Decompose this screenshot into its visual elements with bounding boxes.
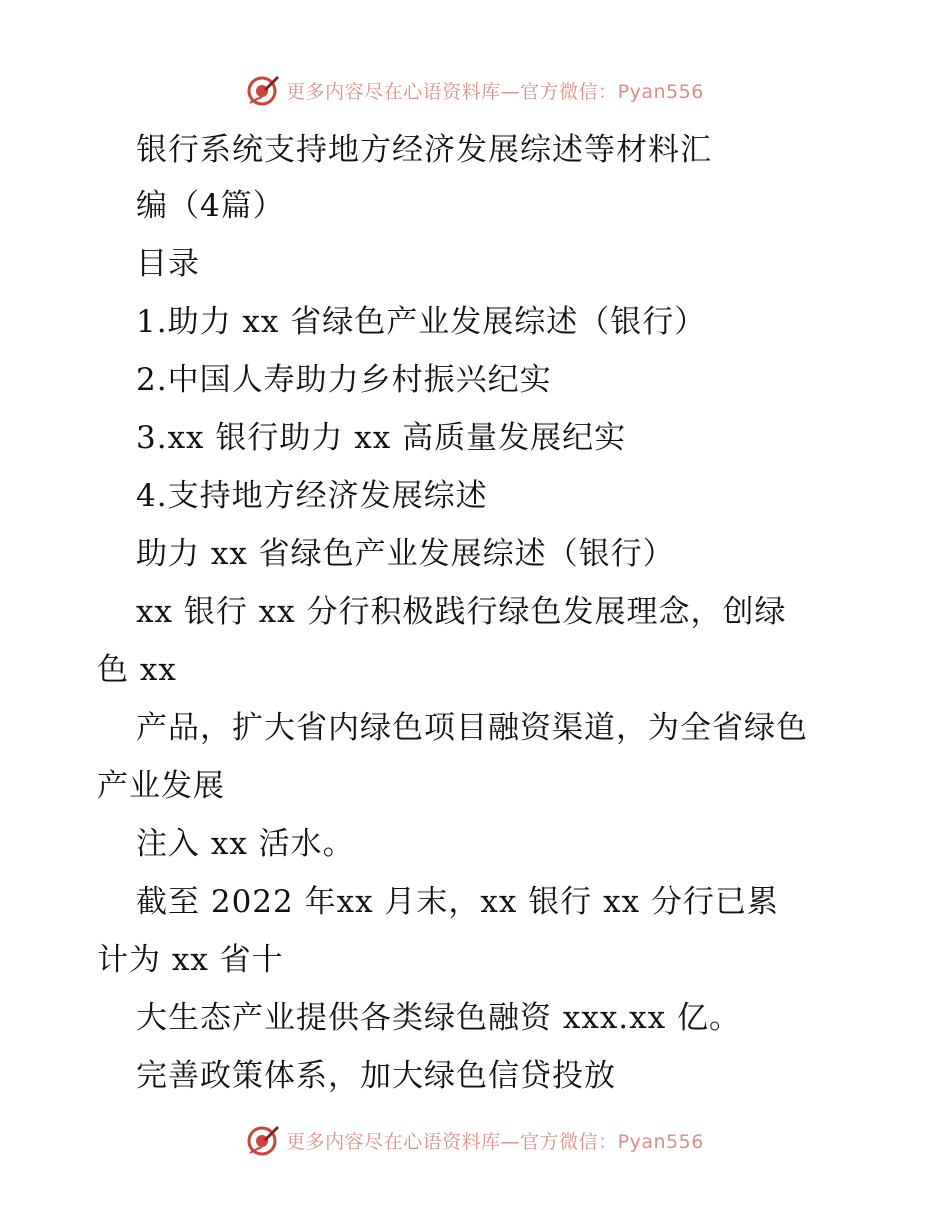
toc-item-4: 4.支持地方经济发展综述 [136,478,488,514]
body-line: 产业发展 [97,768,225,804]
body-line: 产品，扩大省内绿色项目融资渠道，为全省绿色 [136,710,808,746]
pen-logo-icon [246,1123,280,1157]
footer-watermark-text: 更多内容尽在心语资料库—官方微信：Pyan556 [286,1130,704,1153]
footer-watermark-banner [0,1120,950,1160]
toc-item-3: 3.xx 银行助力 xx 高质量发展纪实 [136,420,627,456]
body-line: 大生态产业提供各类绿色融资 xxx.xx 亿。 [136,1000,741,1036]
doc-title-line-2: 编（4篇） [136,188,285,224]
body-line: 完善政策体系，加大绿色信贷投放 [136,1058,616,1094]
body-line: 注入 xx 活水。 [136,826,355,862]
pen-logo-icon [246,73,280,107]
header-watermark-text: 更多内容尽在心语资料库—官方微信：Pyan556 [286,80,704,103]
toc-heading: 目录 [136,246,200,282]
body-line: 截至 2022 年xx 月末，xx 银行 xx 分行已累 [136,884,779,920]
header-watermark-banner [0,70,950,110]
body-line: 色 xx [97,652,177,688]
body-line: 计为 xx 省十 [97,942,284,978]
doc-title-line-1: 银行系统支持地方经济发展综述等材料汇 [136,132,712,168]
section-heading: 助力 xx 省绿色产业发展综述（银行） [136,536,675,572]
body-line: xx 银行 xx 分行积极践行绿色发展理念，创绿 [136,594,787,630]
toc-item-2: 2.中国人寿助力乡村振兴纪实 [136,362,552,398]
toc-item-1: 1.助力 xx 省绿色产业发展综述（银行） [136,304,707,340]
